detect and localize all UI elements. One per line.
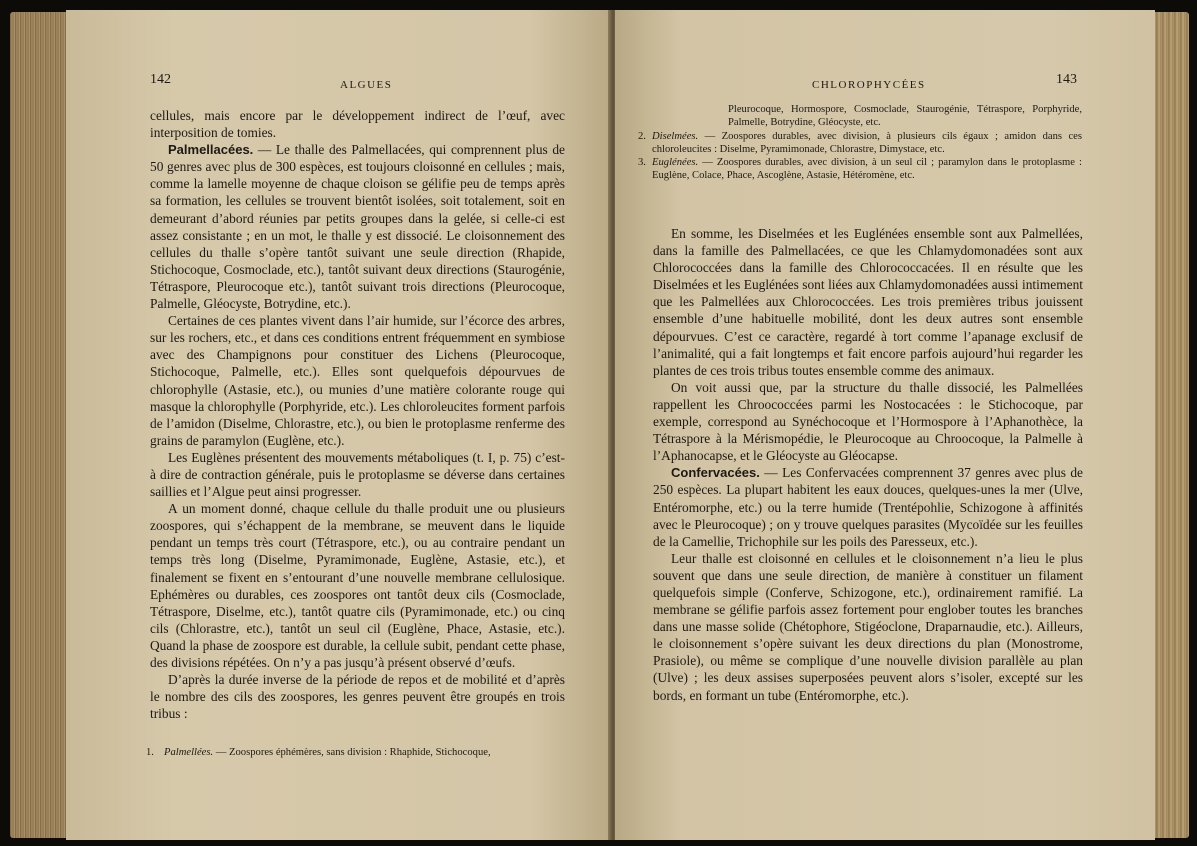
paragraph: Confervacées. — Les Confervacées comprennent 37 genres avec plus de 250 espèces. La plupart habitent les eaux douces, quelques-unes la mer (Ulve, Entéromorphe, etc.) ou la terre humide (Trentépohlie, Schizogone à affinités avec le Pleurocoque) ; on y trouve quelques parasites (Mycoïdée sur les feuilles de la Camellie, Trichophile sur les poils des Paresseux, etc.).	[653, 465, 1083, 549]
left-page	[66, 10, 611, 840]
footnote-term: Euglénées.	[652, 157, 699, 169]
open-book	[4, 4, 1193, 842]
paragraph: D’après la durée inverse de la période de repos et de mobilité et d’après le nombre des cils des zoospores, les genres peuvent être groupés en trois tribus :	[150, 672, 565, 722]
section-heading: Confervacées.	[671, 465, 760, 481]
footnote	[146, 746, 566, 759]
page-number: 143	[1056, 72, 1077, 87]
footnote-item	[638, 156, 1082, 183]
paragraph: cellules, mais encore par le développement indirect de l’œuf, avec interposition de tomies.	[150, 108, 565, 141]
main-text	[653, 225, 1083, 704]
paragraph: On voit aussi que, par la structure du thalle dissocié, les Palmellées rappellent les Chroococcées parmi les Nostocacées : le Stichocoque, par exemple, correspond au Synéchocoque et l’Hormospore à l’Aphanothèce, la Tétraspore à la Mérismopédie, le Pleurocoque au Chroocoque, la Palmelle à l’Aphanocapse, et le Gléocyste au Gléocapse.	[653, 379, 1083, 464]
paragraph: Certaines de ces plantes vivent dans l’air humide, sur l’écorce des arbres, sur les rochers, etc., et dans ces conditions entrent fréquemment en symbiose avec des Champignons pour constituer des Lichens (Pleurocoque, Stichocoque, Palmelle, etc.). Elles sont quelquefois dépourvues de chlorophylle (Astasie, etc.), ou munies d’une matière colorante rouge qui masque la chlorophylle (Porphyride, etc.). Les chloroleucites forment parfois de l’amidon (Diselme, Chlorastre, etc.), ou bien le protoplasme renferme des grains de paramylon (Euglène, etc.).	[150, 313, 565, 448]
running-head: CHLOROPHYCÉES	[812, 79, 926, 91]
right-page	[615, 10, 1155, 840]
footnote-number: 1.	[146, 747, 154, 758]
footnotes	[638, 103, 1082, 183]
footnote-item	[638, 130, 1082, 157]
footnote-number: 3.	[638, 157, 646, 169]
page-number: 142	[150, 72, 171, 87]
footnote-item	[638, 103, 1082, 130]
footnote-text: Pleurocoque, Hormospore, Cosmoclade, Staurogénie, Tétraspore, Porphyride, Palmelle, Botrydine, Gléocyste, etc.	[728, 104, 1082, 129]
paragraph: Les Euglènes présentent des mouvements métaboliques (t. I, p. 75) c’est-à dire de contraction générale, puis le protoplasme se déverse dans certaines saillies et l’Algue peut ainsi progresser.	[150, 449, 565, 500]
footnote-text: — Zoospores durables, avec division, à un seul cil ; paramylon dans le protoplasme : Euglène, Colace, Phace, Ascoglène, Astasie, Hétéromène, etc.	[652, 157, 1082, 182]
running-head: ALGUES	[340, 79, 393, 91]
footnote-text: — Zoospores éphémères, sans division : Rhaphide, Stichocoque,	[213, 747, 491, 758]
footnote-term: Diselmées.	[652, 130, 699, 142]
footnote-term: Palmellées.	[164, 747, 214, 758]
section-heading: Palmellacées.	[168, 142, 254, 158]
paragraph: En somme, les Diselmées et les Euglénées ensemble sont aux Palmellées, dans la famille des Palmellacées, ce que les Chlamydomonadées sont aux Chlorococcées dans la famille des Chlorococcacées. Il en résulte que les Diselmées et les Euglénées sont liées aux Chlamydomonadées aussi intimement que les Palmellées aux Chlorococcées. Les trois premières tribus jouissent ensemble d’une habituelle mobilité, dont les deux autres sont ensemble dépourvues. C’est ce caractère, regardé à tort comme l’apanage exclusif de l’animalité, qui a fait longtemps et fait encore parfois aujourd’hui regarder les plantes de ces trois tribus toutes ensemble comme des animaux.	[653, 226, 1083, 378]
paragraph: A un moment donné, chaque cellule du thalle produit une ou plusieurs zoospores, qui s’échappent de la membrane, se meuvent dans le liquide pendant un temps très court (Tétraspore, etc.), ou au contraire pendant un temps très long (Diselme, Pyramimonade, Euglène, Astasie, etc.), et finalement se fixent en s’entourant d’une nouvelle membrane cellulosique. Ephémères ou durables, ces zoospores ont tantôt deux cils (Cosmoclade, Tétraspore, Diselme, etc.), tantôt quatre cils (Pyramimonade, etc.) ou cinq cils (Chlorastre, etc.), tantôt un seul cil (Euglène, Phace, Astasie, etc.). Quand la phase de zoospore est durable, la cellule subit, pendant cette phase, des divisions répétées. On n’y a pas jusqu’à présent observé d’œufs.	[150, 501, 565, 670]
main-text	[150, 107, 565, 722]
paragraph: Palmellacées. — Le thalle des Palmellacées, qui comprennent plus de 50 genres avec plus de 300 espèces, est toujours cloisonné en cellules ; mais, comme la lamelle moyenne de chaque cloison se gélifie peu de temps après sa formation, les cellules se trouvent bientôt isolées, soit totalement, soit en demeurant d’abord réunies par petits groupes dans la gelée, si celle-ci est assez consistante ; en un mot, le thalle y est dissocié. Le cloisonnement des cellules du thalle s’opère tantôt suivant une seule direction (Rhapide, Stichocoque, Cosmoclade, etc.), tantôt suivant deux directions (Staurogénie, Tétraspore, Pleurocoque etc.), tantôt suivant trois directions (Pleurocoque, Palmelle, Gléocyste, Botrydine, etc.).	[150, 142, 565, 312]
paragraph: Leur thalle est cloisonné en cellules et le cloisonnement n’a lieu le plus souvent que dans une seule direction, de manière à constituer un filament quelquefois simple (Conferve, Schizogone, etc.), ordinairement ramifié. La membrane se gélifie parfois assez fortement pour englober toutes les branches dans une masse solide (Chétophore, Stigéoclone, Draparnaudie, etc.). Ailleurs, le cloisonnement s’opère suivant les deux directions du plan (Monostrome, Prasiole), ou même se complique d’une nouvelle division parallèle au plan (Ulve) ; les deux assises superposées peuvent alors s’isoler, excepté sur les bords, en formant un tube (Entéromorphe, etc.).	[653, 550, 1083, 703]
footnote-text: — Zoospores durables, avec division, à plusieurs cils égaux ; amidon dans ces chloroleucites : Diselme, Pyramimonade, Chlorastre, Dimystace, etc.	[652, 130, 1082, 155]
page-stack-left	[10, 12, 72, 838]
footnote-number: 2.	[638, 130, 646, 142]
